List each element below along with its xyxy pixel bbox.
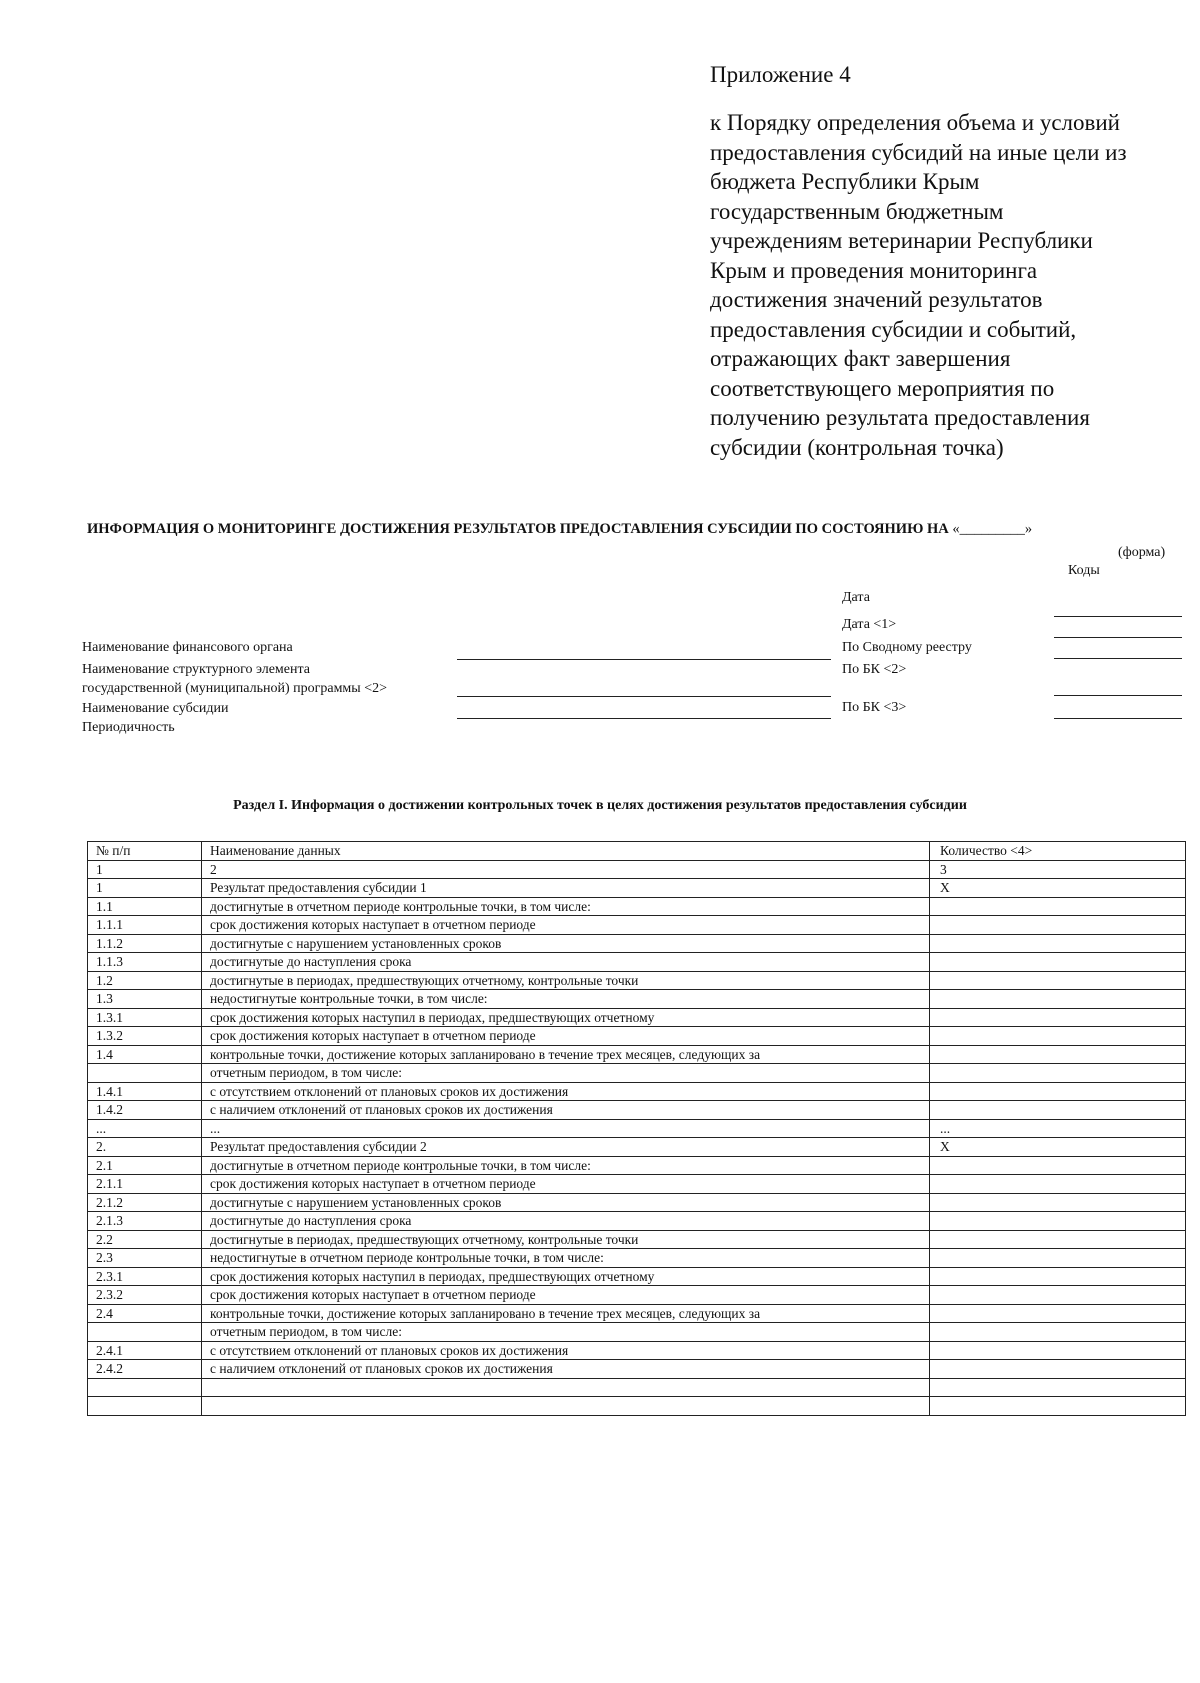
cell-number: 2.3.2: [88, 1286, 202, 1305]
cell-name: срок достижения которых наступает в отчетном периоде: [202, 916, 930, 935]
header-cell-name: Наименование данных: [202, 842, 930, 861]
table-row: [88, 1045, 1186, 1064]
cell-number: 2.3: [88, 1249, 202, 1268]
appendix-line: отражающих факт завершения: [710, 346, 1011, 371]
table-row: [88, 1341, 1186, 1360]
codes-label: Коды: [1068, 563, 1100, 578]
cell-name: достигнутые в периодах, предшествующих отчетному, контрольные точки: [202, 971, 930, 990]
appendix-text: [710, 108, 1170, 462]
cell-name: недостигнутые контрольные точки, в том числе:: [202, 990, 930, 1009]
appendix-line: бюджета Республики Крым: [710, 169, 980, 194]
registry-label: По Сводному реестру: [842, 640, 972, 655]
table-row: [88, 879, 1186, 898]
table-row: [88, 1175, 1186, 1194]
cell-number: 2.1: [88, 1156, 202, 1175]
cell-number: 2.4.1: [88, 1341, 202, 1360]
fin-org-label: Наименование финансового органа: [82, 640, 293, 655]
cell-quantity: [930, 897, 1186, 916]
cell-number: 1.3.1: [88, 1008, 202, 1027]
cell-name: достигнутые с нарушением установленных сроков: [202, 934, 930, 953]
cell-quantity: [930, 953, 1186, 972]
table-row: [88, 1027, 1186, 1046]
cell-number: 1.1.1: [88, 916, 202, 935]
appendix-line: учреждениям ветеринарии Республики: [710, 228, 1093, 253]
cell-number: 1.4: [88, 1045, 202, 1064]
appendix-line: соответствующего мероприятия по: [710, 375, 1055, 401]
date-blank: «_________»: [952, 521, 1033, 537]
section-title: Раздел I. Информация о достижении контрольных точек в целях достижения результатов предоставления субсидии: [233, 798, 967, 813]
cell-quantity: [930, 934, 1186, 953]
appendix-line: Крым и проведения мониторинга: [710, 257, 1038, 283]
table-row: [88, 934, 1186, 953]
cell-number: 2.1.3: [88, 1212, 202, 1231]
cell-quantity: [930, 1045, 1186, 1064]
cell-quantity: [930, 990, 1186, 1009]
table-body: [88, 842, 1186, 1416]
cell-number: 1.1.2: [88, 934, 202, 953]
table-row: [88, 1267, 1186, 1286]
cell-number: 1.3.2: [88, 1027, 202, 1046]
code-line-date: [1054, 616, 1182, 617]
cell-name: с отсутствием отклонений от плановых сроков их достижения: [202, 1082, 930, 1101]
struct-label-2: государственной (муниципальной) программы <2>: [82, 681, 387, 696]
table-row: [88, 1323, 1186, 1342]
code-line-date1: [1054, 637, 1182, 638]
cell-quantity: [930, 1286, 1186, 1305]
table-row: [88, 971, 1186, 990]
cell-name: срок достижения которых наступил в периодах, предшествующих отчетному: [202, 1267, 930, 1286]
code-line-registry: [1054, 658, 1182, 659]
struct-label-1: Наименование структурного элемента: [82, 662, 310, 677]
code-line-bk2: [1054, 695, 1182, 696]
appendix-line: получению результата предоставления: [710, 405, 1090, 430]
table-row: [88, 897, 1186, 916]
table-row: [88, 1156, 1186, 1175]
code-line-bk3: [1054, 718, 1182, 719]
cell-number: [88, 1323, 202, 1342]
cell-quantity: [930, 1249, 1186, 1268]
cell-number: ...: [88, 1119, 202, 1138]
cell-name: достигнутые в отчетном периоде контрольные точки, в том числе:: [202, 1156, 930, 1175]
cell-name: достигнутые до наступления срока: [202, 1212, 930, 1231]
table-row: [88, 990, 1186, 1009]
cell-name: срок достижения которых наступает в отчетном периоде: [202, 1027, 930, 1046]
header-cell-quantity: Количество <4>: [930, 842, 1186, 861]
cell-name: достигнутые в отчетном периоде контрольные точки, в том числе:: [202, 897, 930, 916]
cell-quantity: [930, 1082, 1186, 1101]
cell-name: с наличием отклонений от плановых сроков их достижения: [202, 1360, 930, 1379]
cell-number: 1: [88, 879, 202, 898]
cell-name: Результат предоставления субсидии 2: [202, 1138, 930, 1157]
table-row: [88, 1397, 1186, 1416]
cell-name: достигнутые в периодах, предшествующих отчетному, контрольные точки: [202, 1230, 930, 1249]
cell-quantity: Х: [930, 1138, 1186, 1157]
cell-quantity: [930, 1230, 1186, 1249]
bk2-label: По БК <2>: [842, 662, 907, 677]
cell-number: 1.1: [88, 897, 202, 916]
appendix-line: субсидии (контрольная точка): [710, 434, 1004, 460]
cell-number: [88, 1397, 202, 1416]
cell-quantity: [930, 916, 1186, 935]
table-row: [88, 1212, 1186, 1231]
cell-number: 2.4: [88, 1304, 202, 1323]
table-row: [88, 1304, 1186, 1323]
bk3-label: По БК <3>: [842, 700, 907, 715]
table-row: [88, 1360, 1186, 1379]
table-row: [88, 1119, 1186, 1138]
table-row: [88, 1193, 1186, 1212]
cell-quantity: [930, 1360, 1186, 1379]
cell-name: [202, 1378, 930, 1397]
cell-name: срок достижения которых наступает в отчетном периоде: [202, 1286, 930, 1305]
table-row: [88, 1286, 1186, 1305]
cell-quantity: [930, 1323, 1186, 1342]
cell-name: достигнутые до наступления срока: [202, 953, 930, 972]
cell-number: 1.2: [88, 971, 202, 990]
date1-label: Дата <1>: [842, 617, 897, 632]
cell-name: контрольные точки, достижение которых запланировано в течение трех месяцев, следующих за: [202, 1045, 930, 1064]
cell-quantity: [930, 1267, 1186, 1286]
cell-name: достигнутые с нарушением установленных сроков: [202, 1193, 930, 1212]
cell-number: [88, 1064, 202, 1083]
cell-name: срок достижения которых наступает в отчетном периоде: [202, 1175, 930, 1194]
cell-name: контрольные точки, достижение которых запланировано в течение трех месяцев, следующих за: [202, 1304, 930, 1323]
cell-quantity: [930, 1064, 1186, 1083]
cell-quantity: [930, 1341, 1186, 1360]
cell-quantity: [930, 1397, 1186, 1416]
table-row: [88, 916, 1186, 935]
table-row: [88, 1082, 1186, 1101]
appendix-line: предоставления субсидий на иные цели из: [710, 139, 1127, 165]
table-row: [88, 1138, 1186, 1157]
appendix-line: государственным бюджетным: [710, 198, 1004, 224]
subsidy-line: [457, 718, 831, 719]
table-row: [88, 1101, 1186, 1120]
cell-name: отчетным периодом, в том числе:: [202, 1064, 930, 1083]
cell-number: 1.1.3: [88, 953, 202, 972]
cell-quantity: 3: [930, 860, 1186, 879]
cell-quantity: Х: [930, 879, 1186, 898]
cell-name: отчетным периодом, в том числе:: [202, 1323, 930, 1342]
form-title-text: ИНФОРМАЦИЯ О МОНИТОРИНГЕ ДОСТИЖЕНИЯ РЕЗУЛЬТАТОВ ПРЕДОСТАВЛЕНИЯ СУБСИДИИ ПО СОСТОЯНИЮ НА: [87, 521, 949, 537]
form-title: [87, 521, 1032, 538]
cell-quantity: [930, 1027, 1186, 1046]
cell-name: срок достижения которых наступил в периодах, предшествующих отчетному: [202, 1008, 930, 1027]
fin-org-line: [457, 659, 831, 660]
cell-number: 1: [88, 860, 202, 879]
form-label: (форма): [1118, 545, 1166, 560]
cell-quantity: [930, 1008, 1186, 1027]
table-row: [88, 1064, 1186, 1083]
cell-name: с наличием отклонений от плановых сроков их достижения: [202, 1101, 930, 1120]
cell-number: 2.4.2: [88, 1360, 202, 1379]
struct-line: [457, 696, 831, 697]
cell-name: Результат предоставления субсидии 1: [202, 879, 930, 898]
cell-name: с отсутствием отклонений от плановых сроков их достижения: [202, 1341, 930, 1360]
cell-name: ...: [202, 1119, 930, 1138]
table-header-row: [88, 842, 1186, 861]
appendix-line: к Порядку определения объема и условий: [710, 110, 1120, 135]
cell-number: 1.4.2: [88, 1101, 202, 1120]
table-row: [88, 1230, 1186, 1249]
table-row: [88, 953, 1186, 972]
cell-number: 1.4.1: [88, 1082, 202, 1101]
table-row: [88, 1249, 1186, 1268]
period-label: Периодичность: [82, 720, 175, 735]
cell-number: 2.2: [88, 1230, 202, 1249]
cell-quantity: [930, 971, 1186, 990]
cell-number: 2.1.2: [88, 1193, 202, 1212]
cell-name: 2: [202, 860, 930, 879]
cell-number: 2.: [88, 1138, 202, 1157]
cell-quantity: [930, 1193, 1186, 1212]
table-row: [88, 1008, 1186, 1027]
cell-quantity: [930, 1101, 1186, 1120]
monitoring-table: [87, 841, 1186, 1416]
table-row: [88, 1378, 1186, 1397]
appendix-line: предоставления субсидии и событий,: [710, 316, 1077, 342]
cell-quantity: [930, 1175, 1186, 1194]
cell-quantity: [930, 1212, 1186, 1231]
appendix-line: достижения значений результатов: [710, 287, 1043, 312]
cell-name: [202, 1397, 930, 1416]
date-label: Дата: [842, 590, 870, 605]
cell-number: [88, 1378, 202, 1397]
cell-name: недостигнутые в отчетном периоде контрольные точки, в том числе:: [202, 1249, 930, 1268]
cell-quantity: [930, 1156, 1186, 1175]
cell-number: 2.1.1: [88, 1175, 202, 1194]
cell-number: 2.3.1: [88, 1267, 202, 1286]
cell-quantity: [930, 1304, 1186, 1323]
cell-quantity: ...: [930, 1119, 1186, 1138]
appendix-title: Приложение 4: [710, 62, 851, 87]
cell-quantity: [930, 1378, 1186, 1397]
cell-number: 1.3: [88, 990, 202, 1009]
table-row: [88, 860, 1186, 879]
subsidy-label: Наименование субсидии: [82, 701, 229, 716]
header-cell-number: № п/п: [88, 842, 202, 861]
